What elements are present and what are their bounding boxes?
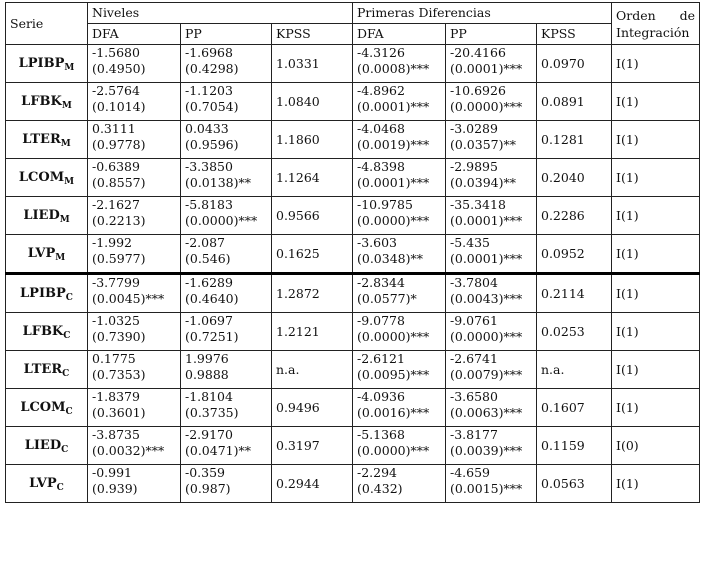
niveles-dfa-cell-pvalue: (0.7390) [92,329,146,344]
header-row-2 [6,24,700,45]
niveles-pp-cell-pvalue: (0.7251) [185,329,239,344]
diff-dfa-cell [353,427,446,465]
orden-cell: I(1) [612,197,700,235]
niveles-dfa-cell-pvalue: (0.2213) [92,213,146,228]
niveles-pp-cell-stat: -5.8183 [185,197,233,212]
diff-dfa-cell-stat: -4.3126 [357,45,405,60]
niveles-dfa-cell-pvalue: (0.4950) [92,61,146,76]
orden-cell: I(1) [612,274,700,313]
diff-dfa-cell [353,465,446,503]
orden-cell: I(1) [612,83,700,121]
niveles-pp-cell-stat: -1.6289 [185,275,233,290]
niveles-pp-cell-stat: -2.087 [185,235,226,250]
diff-pp-cell [446,235,537,274]
niveles-pp-cell [181,427,272,465]
diff-pp-cell [446,159,537,197]
diff-pp-cell-pvalue: (0.0000)*** [450,99,523,114]
niveles-pp-cell-pvalue: (0.0471)** [185,443,251,458]
niveles-dfa-cell [88,197,181,235]
niveles-kpss-cell: 1.0331 [272,45,353,83]
diff-kpss-cell: 0.0891 [537,83,612,121]
diff-dfa-cell-stat: -5.1368 [357,427,405,442]
unit-root-table [5,2,700,503]
diff-pp-cell-pvalue: (0.0015)*** [450,481,523,496]
diff-dfa-cell-stat: -4.8962 [357,83,405,98]
niveles-kpss-cell: 0.9496 [272,389,353,427]
niveles-pp-cell [181,389,272,427]
header-primeras-diferencias: Primeras Diferencias [353,3,612,24]
diff-pp-cell-stat: -3.8177 [450,427,498,442]
niveles-pp-cell-stat: -1.8104 [185,389,233,404]
diff-dfa-cell [353,121,446,159]
diff-pp-cell-pvalue: (0.0000)*** [450,329,523,344]
diff-dfa-cell-stat: -4.8398 [357,159,405,174]
header-diff-dfa: DFA [353,24,446,45]
diff-kpss-cell: 0.0952 [537,235,612,274]
diff-pp-cell-stat: -10.6926 [450,83,506,98]
niveles-dfa-cell [88,159,181,197]
series-label [6,159,88,197]
niveles-pp-cell-pvalue: (0.987) [185,481,231,496]
niveles-pp-cell-pvalue: (0.546) [185,251,231,266]
diff-dfa-cell-pvalue: (0.432) [357,481,403,496]
niveles-pp-cell-pvalue: (0.9596) [185,137,239,152]
header-niveles-dfa: DFA [88,24,181,45]
header-niveles-kpss: KPSS [272,24,353,45]
niveles-dfa-cell-pvalue: (0.0045)*** [92,291,165,306]
series-name: LPIBP [20,285,66,301]
niveles-dfa-cell-stat: -2.5764 [92,83,140,98]
niveles-dfa-cell-stat: -1.0325 [92,313,140,328]
orden-cell: I(1) [612,159,700,197]
diff-pp-cell [446,197,537,235]
diff-dfa-cell-pvalue: (0.0000)*** [357,213,430,228]
orden-cell: I(1) [612,313,700,351]
table-row [6,274,700,313]
diff-pp-cell-stat: -20.4166 [450,45,506,60]
series-subscript: M [60,138,71,149]
diff-dfa-cell [353,83,446,121]
table-row [6,313,700,351]
niveles-pp-cell-stat: -1.0697 [185,313,233,328]
niveles-pp-cell [181,465,272,503]
niveles-pp-cell-stat: -1.6968 [185,45,233,60]
niveles-dfa-cell-stat: -2.1627 [92,197,140,212]
niveles-pp-cell [181,45,272,83]
niveles-kpss-cell: 0.2944 [272,465,353,503]
series-label [6,121,88,159]
diff-pp-cell-stat: -2.9895 [450,159,498,174]
table-row [6,465,700,503]
niveles-pp-cell-pvalue: (0.4298) [185,61,239,76]
diff-pp-cell-stat: -2.6741 [450,351,498,366]
series-subscript: C [56,482,64,493]
niveles-pp-cell-stat: -1.1203 [185,83,233,98]
diff-dfa-cell-stat: -10.9785 [357,197,413,212]
diff-kpss-cell: n.a. [537,351,612,389]
niveles-dfa-cell [88,45,181,83]
series-label [6,235,88,274]
niveles-dfa-cell [88,274,181,313]
niveles-pp-cell-stat: 1.9976 [185,351,229,366]
niveles-dfa-cell-stat: -1.5680 [92,45,140,60]
diff-dfa-cell-stat: -4.0936 [357,389,405,404]
diff-dfa-cell-pvalue: (0.0016)*** [357,405,430,420]
header-niveles: Niveles [88,3,353,24]
niveles-dfa-cell-stat: -3.8735 [92,427,140,442]
series-label [6,313,88,351]
niveles-dfa-cell [88,83,181,121]
orden-cell: I(1) [612,235,700,274]
header-serie: Serie [6,3,88,45]
series-label [6,45,88,83]
diff-kpss-cell: 0.1281 [537,121,612,159]
diff-pp-cell [446,274,537,313]
niveles-dfa-cell [88,313,181,351]
series-name: LCOM [18,169,65,185]
niveles-kpss-cell: n.a. [272,351,353,389]
diff-dfa-cell-pvalue: (0.0577)* [357,291,417,306]
niveles-pp-cell [181,274,272,313]
niveles-pp-cell-pvalue: (0.0000)*** [185,213,258,228]
niveles-kpss-cell: 1.2872 [272,274,353,313]
diff-pp-cell-pvalue: (0.0063)*** [450,405,523,420]
table-row [6,159,700,197]
niveles-dfa-cell [88,235,181,274]
diff-kpss-cell: 0.2286 [537,197,612,235]
diff-pp-cell-pvalue: (0.0039)*** [450,443,523,458]
niveles-pp-cell [181,121,272,159]
series-name: LIED [23,207,60,223]
niveles-dfa-cell-pvalue: (0.3601) [92,405,146,420]
header-orden: Orden de Integración [612,3,700,45]
diff-kpss-cell: 0.0563 [537,465,612,503]
diff-dfa-cell-pvalue: (0.0008)*** [357,61,430,76]
orden-cell: I(0) [612,427,700,465]
diff-pp-cell-pvalue: (0.0001)*** [450,213,523,228]
diff-dfa-cell [353,235,446,274]
diff-kpss-cell: 0.1607 [537,389,612,427]
niveles-dfa-cell-stat: 0.3111 [92,121,136,136]
diff-kpss-cell: 0.0253 [537,313,612,351]
series-subscript: M [59,214,70,225]
diff-pp-cell-stat: -3.0289 [450,121,498,136]
series-name: LTER [22,131,61,147]
diff-pp-cell-stat: -35.3418 [450,197,506,212]
niveles-pp-cell-pvalue: (0.4640) [185,291,239,306]
niveles-dfa-cell-pvalue: (0.939) [92,481,138,496]
niveles-dfa-cell [88,465,181,503]
niveles-pp-cell-pvalue: (0.7054) [185,99,239,114]
table-row [6,45,700,83]
diff-pp-cell-pvalue: (0.0001)*** [450,61,523,76]
diff-pp-cell [446,313,537,351]
diff-dfa-cell-pvalue: (0.0348)** [357,251,423,266]
diff-pp-cell [446,83,537,121]
series-subscript: C [61,444,69,455]
niveles-pp-cell [181,197,272,235]
diff-pp-cell-stat: -3.6580 [450,389,498,404]
niveles-kpss-cell: 1.2121 [272,313,353,351]
diff-dfa-cell [353,274,446,313]
niveles-dfa-cell-pvalue: (0.7353) [92,367,146,382]
niveles-dfa-cell [88,121,181,159]
niveles-dfa-cell-stat: -3.7799 [92,275,140,290]
diff-pp-cell-pvalue: (0.0357)** [450,137,516,152]
diff-pp-cell [446,351,537,389]
diff-dfa-cell-stat: -3.603 [357,235,398,250]
niveles-pp-cell-stat: 0.0433 [185,121,229,136]
niveles-pp-cell-pvalue: (0.3735) [185,405,239,420]
series-label [6,427,88,465]
series-name: LFBK [21,93,62,109]
header-diff-pp: PP [446,24,537,45]
niveles-pp-cell [181,235,272,274]
header-diff-kpss: KPSS [537,24,612,45]
diff-pp-cell-stat: -4.659 [450,465,491,480]
diff-dfa-cell-stat: -2.8344 [357,275,405,290]
diff-kpss-cell: 0.2040 [537,159,612,197]
diff-dfa-cell [353,159,446,197]
diff-dfa-cell-stat: -9.0778 [357,313,405,328]
niveles-kpss-cell: 0.9566 [272,197,353,235]
table-row [6,121,700,159]
diff-dfa-cell [353,45,446,83]
niveles-pp-cell [181,351,272,389]
series-label [6,274,88,313]
niveles-dfa-cell-pvalue: (0.9778) [92,137,146,152]
diff-kpss-cell: 0.1159 [537,427,612,465]
diff-dfa-cell-pvalue: (0.0001)*** [357,99,430,114]
series-name: LIED [24,437,62,453]
orden-cell: I(1) [612,389,700,427]
diff-pp-cell [446,45,537,83]
niveles-dfa-cell-stat: -1.8379 [92,389,140,404]
diff-dfa-cell-stat: -2.294 [357,465,398,480]
diff-dfa-cell [353,197,446,235]
niveles-dfa-cell-stat: -0.991 [92,465,133,480]
diff-dfa-cell-pvalue: (0.0001)*** [357,175,430,190]
niveles-pp-cell-pvalue: (0.0138)** [185,175,251,190]
series-subscript: M [64,176,75,187]
niveles-pp-cell [181,83,272,121]
diff-kpss-cell: 0.0970 [537,45,612,83]
series-subscript: C [62,368,70,379]
orden-cell: I(1) [612,465,700,503]
table-row [6,235,700,274]
diff-pp-cell [446,427,537,465]
series-label [6,351,88,389]
series-subscript: M [64,62,75,73]
series-subscript: C [65,406,73,417]
diff-pp-cell-pvalue: (0.0079)*** [450,367,523,382]
niveles-kpss-cell: 0.1625 [272,235,353,274]
niveles-dfa-cell-pvalue: (0.5977) [92,251,146,266]
niveles-dfa-cell-pvalue: (0.1014) [92,99,146,114]
niveles-dfa-cell [88,389,181,427]
orden-cell: I(1) [612,351,700,389]
niveles-dfa-cell [88,427,181,465]
diff-pp-cell [446,389,537,427]
orden-cell: I(1) [612,45,700,83]
diff-pp-cell-pvalue: (0.0394)** [450,175,516,190]
table-row [6,83,700,121]
niveles-dfa-cell-pvalue: (0.0032)*** [92,443,165,458]
series-label [6,197,88,235]
orden-cell: I(1) [612,121,700,159]
diff-dfa-cell [353,351,446,389]
niveles-pp-cell-pvalue: 0.9888 [185,367,229,382]
table-row [6,351,700,389]
series-subscript: C [63,330,71,341]
series-name: LFBK [22,323,64,339]
series-name: LCOM [20,399,66,415]
diff-dfa-cell-stat: -4.0468 [357,121,405,136]
diff-dfa-cell [353,313,446,351]
diff-dfa-cell-stat: -2.6121 [357,351,405,366]
diff-pp-cell-pvalue: (0.0001)*** [450,251,523,266]
series-subscript: C [65,292,73,303]
niveles-kpss-cell: 1.0840 [272,83,353,121]
niveles-dfa-cell-pvalue: (0.8557) [92,175,146,190]
diff-pp-cell-stat: -3.7804 [450,275,498,290]
diff-pp-cell-pvalue: (0.0043)*** [450,291,523,306]
diff-pp-cell [446,465,537,503]
header-row-1 [6,3,700,24]
series-label [6,83,88,121]
diff-dfa-cell-pvalue: (0.0000)*** [357,443,430,458]
niveles-kpss-cell: 1.1860 [272,121,353,159]
diff-dfa-cell-pvalue: (0.0095)*** [357,367,430,382]
niveles-dfa-cell-stat: 0.1775 [92,351,136,366]
diff-dfa-cell-pvalue: (0.0000)*** [357,329,430,344]
niveles-dfa-cell [88,351,181,389]
diff-pp-cell-stat: -5.435 [450,235,491,250]
diff-pp-cell-stat: -9.0761 [450,313,498,328]
diff-dfa-cell [353,389,446,427]
series-subscript: M [55,252,66,263]
diff-dfa-cell-pvalue: (0.0019)*** [357,137,430,152]
series-name: LVP [27,245,56,261]
table-row [6,389,700,427]
table-row [6,197,700,235]
diff-pp-cell [446,121,537,159]
table-row [6,427,700,465]
niveles-kpss-cell: 0.3197 [272,427,353,465]
series-name: LVP [29,475,57,491]
niveles-dfa-cell-stat: -1.992 [92,235,133,250]
niveles-pp-cell-stat: -0.359 [185,465,226,480]
niveles-dfa-cell-stat: -0.6389 [92,159,140,174]
niveles-pp-cell [181,313,272,351]
series-subscript: M [61,100,72,111]
diff-kpss-cell: 0.2114 [537,274,612,313]
series-label [6,389,88,427]
series-name: LTER [23,361,63,377]
series-name: LPIBP [18,55,65,71]
header-niveles-pp: PP [181,24,272,45]
niveles-pp-cell [181,159,272,197]
niveles-kpss-cell: 1.1264 [272,159,353,197]
niveles-pp-cell-stat: -3.3850 [185,159,233,174]
series-label [6,465,88,503]
niveles-pp-cell-stat: -2.9170 [185,427,233,442]
